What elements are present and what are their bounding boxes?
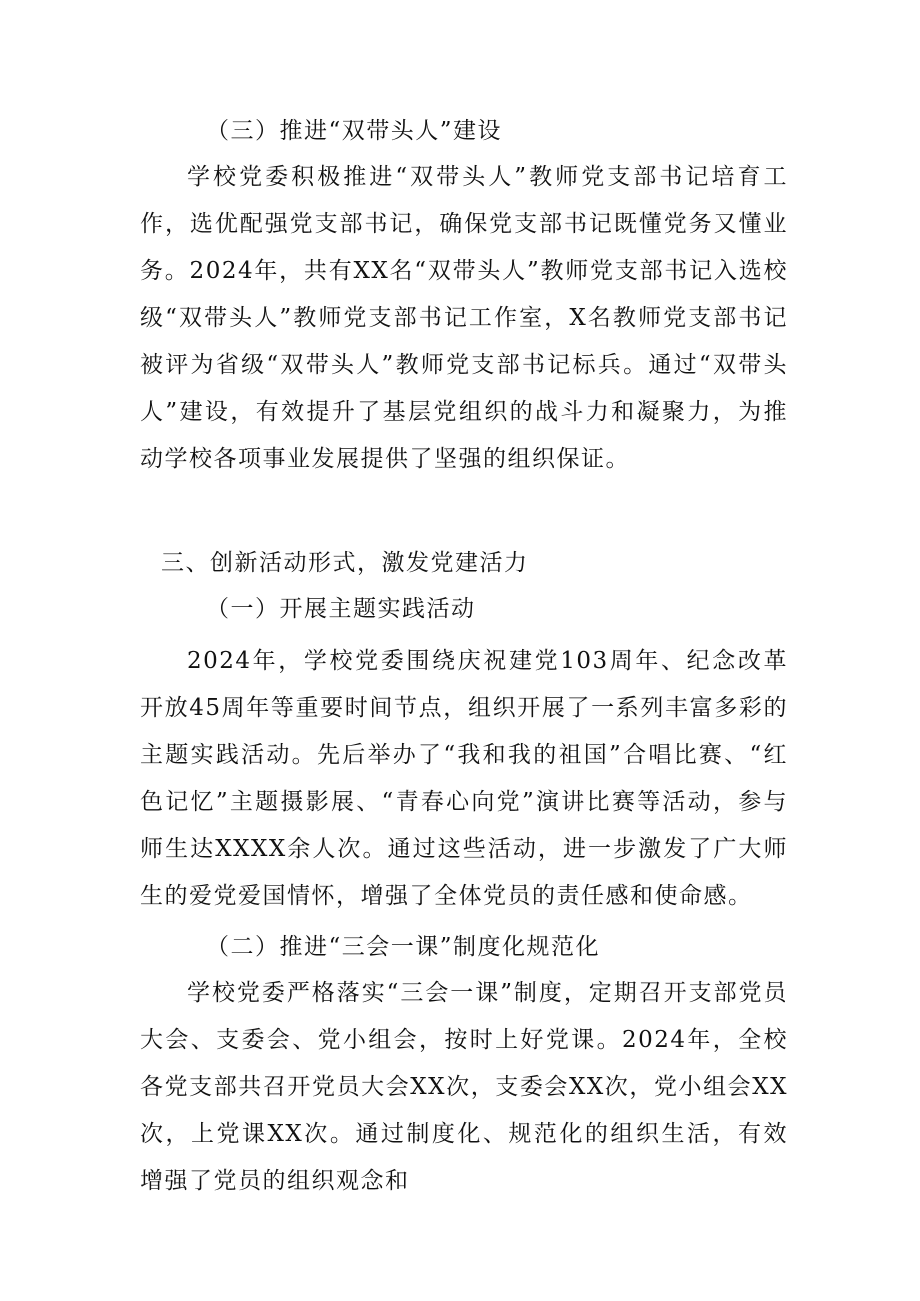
subsection-heading-double-leaders: （三）推进“双带头人”建设 [206, 118, 503, 144]
paragraph-theme-practice: 2024年，学校党委围绕庆祝建党103周年、纪念改革开放45周年等重要时间节点，组织开展了一系列丰富多彩的主题实践活动。先后举办了“我和我的祖国”合唱比赛、“红色记忆”主题摄影展、“青春心向党”演讲比赛等活动，参与师生达XXXX余人次。通过这些活动，进一步激发了广大师生的爱党爱国情怀，增强了全体党员的责任感和使命感。 [140, 648, 788, 909]
subsection-heading-theme-practice: （一）开展主题实践活动 [206, 596, 476, 622]
paragraph-double-leaders: 学校党委积极推进“双带头人”教师党支部书记培育工作，选优配强党支部书记，确保党支部书记既懂党务又懂业务。2024年，共有XX名“双带头人”教师党支部书记入选校级“双带头人”教师党支部书记工作室，X名教师党支部书记被评为省级“双带头人”教师党支部书记标兵。通过“双带头人”建设，有效提升了基层党组织的战斗力和凝聚力，为推动学校各项事业发展提供了坚强的组织保证。 [140, 164, 788, 472]
subsection-heading-three-meetings: （二）推进“三会一课”制度化规范化 [206, 934, 601, 960]
paragraph-three-meetings: 学校党委严格落实“三会一课”制度，定期召开支部党员大会、支委会、党小组会，按时上好党课。2024年，全校各党支部共召开党员大会XX次，支委会XX次，党小组会XX次，上党课XX次。通过制度化、规范化的组织生活，有效增强了党员的组织观念和 [140, 980, 788, 1194]
section-heading-innovate-activities: 三、创新活动形式，激发党建活力 [161, 550, 529, 576]
